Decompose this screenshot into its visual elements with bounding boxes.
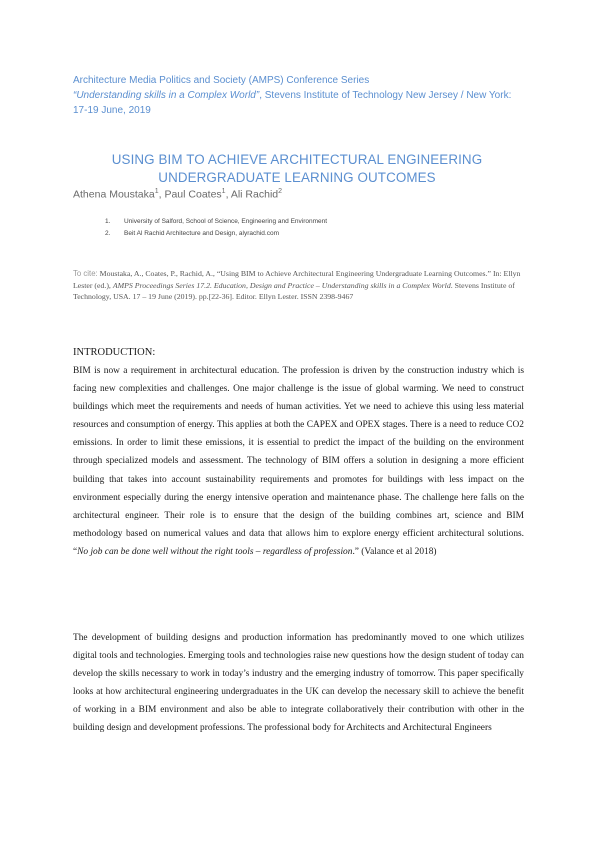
section-heading-introduction: INTRODUCTION: [73, 347, 156, 358]
author-name: Paul Coates [164, 188, 222, 201]
affiliation-item [105, 216, 327, 228]
title-line-2: UNDERGRADUATE LEARNING OUTCOMES [158, 170, 436, 185]
conference-header [73, 73, 533, 118]
conference-title: “Understanding skills in a Complex World” [73, 90, 260, 101]
paragraph-text: BIM is now a requirement in architectural education. The profession is driven by the construction industry which is facing new complexities and challenges. One major challenge is the issue of global warming. We need to construct buildings which meet the requirements and needs of human activities. Yet we need to achieve this using less material resources and consumption of energy. This applies at both the CAPEX and OPEX stages. There is a need to reduce CO2 emissions. In order to limit these emissions, it is essential to predict the impact of the building on the environment through specialized models and assessment. The technology of BIM offers a solution in designing a more efficient building that takes into account sustainability requirements and promotes for buildings with less impact on the environment especially during the energy intensive operation and maintenance phase. The challenge here falls on the architectural engineer. Their role is to ensure that the design of the building combines art, science and BIM methodology based on numerical values and data that allows him to explore energy efficient architectural solutions. “ [73, 366, 524, 557]
affiliation-number: 2. [105, 230, 111, 237]
paragraph-citation: .” (Valance et al 2018) [352, 546, 437, 557]
affiliation-text: Beit Al Rachid Architecture and Design, alyrachid.com [124, 230, 279, 237]
affiliation-text: University of Salford, School of Science, Engineering and Environment [124, 218, 328, 225]
author-name: Ali Rachid [230, 188, 279, 201]
paragraph-quote: No job can be done well without the right tools – regardless of profession [77, 546, 353, 557]
citation-text: Moustaka, A., Coates, P., Rachid, A., “Using BIM to Achieve Architectural Engineering Undergraduate Learning Outcomes.” In: Ellyn Lester (ed.), [73, 269, 521, 290]
author-separator: , [158, 188, 165, 201]
conference-info [73, 88, 533, 103]
citation-proceedings: AMPS Proceedings Series 17.2. Education, Design and Practice – Understanding skills in a Complex World [112, 280, 451, 290]
conference-series: Architecture Media Politics and Society (AMPS) Conference Series [73, 75, 370, 86]
body-paragraph-1 [73, 362, 524, 561]
author-name: Athena Moustaka [73, 188, 155, 201]
affiliation-number: 1. [105, 218, 111, 225]
citation-label: To cite: [73, 269, 98, 278]
title-line-1: USING BIM TO ACHIEVE ARCHITECTURAL ENGINEERING [111, 152, 483, 167]
author-separator: , [225, 188, 231, 201]
citation-text-end: . Stevens Institute of Technology, USA. 17 – 19 June (2019). pp.[22-36]. Editor. Ellyn Lester. ISSN 2398-9467 [73, 280, 515, 302]
author-affil-mark: 1 [221, 188, 226, 195]
conference-place: , Stevens Institute of Technology New Jersey / New York: [259, 90, 512, 101]
citation-block [73, 268, 528, 303]
author-affil-mark: 1 [154, 188, 159, 195]
paper-title [73, 151, 521, 187]
conference-dates: 17-19 June, 2019 [73, 105, 151, 116]
author-affil-mark: 2 [278, 188, 283, 195]
body-paragraph-2: The development of building designs and production information has predominantly moved to one which utilizes digital tools and technologies. Emerging tools and technologies raise new questions how the design student of today can develop the skills necessary to work in today’s industry and the emerging industry of tomorrow. This paper specifically looks at how architectural engineering undergraduates in the UK can develop the necessary skill to achieve the benefit of working in a BIM environment and also be able to integrate collaboratively their contribution with other in the building design and development professions. The professional body for Architects and Architectural Engineers [73, 633, 524, 734]
affiliations [105, 216, 327, 240]
affiliation-item [105, 228, 327, 240]
author-list [73, 188, 282, 201]
